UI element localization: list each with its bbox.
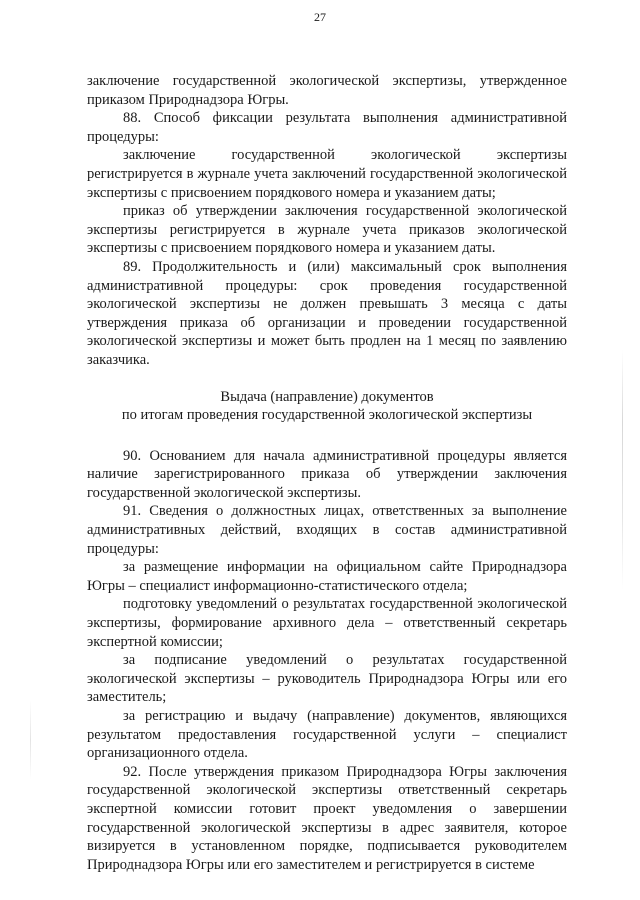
paragraph: за регистрацию и выдачу (направление) документов, являющихся результатом предоставления государственной услуги – специалист организационного отдела.	[87, 708, 567, 762]
paragraph: за подписание уведомлений о результатах государственной экологической экспертизы – руководитель Природнадзора Югры или его заместитель;	[87, 652, 567, 706]
page-number: 27	[314, 10, 326, 24]
paragraph-group-top	[87, 72, 567, 370]
section-heading-line-2: по итогам проведения государственной экологической экспертизы	[121, 407, 533, 424]
paragraph: заключение государственной экологической экспертизы регистрируется в журнале учета заключений государственной экологической экспертизы с присвоением порядкового номера и указанием даты;	[87, 147, 567, 201]
paragraph-group-bottom	[87, 447, 567, 875]
paragraph: 89. Продолжительность и (или) максимальный срок выполнения административной процедуры: срок проведения государственной экологической экспертизы не должен превышать 3 месяца с даты утверждения приказа об организации и проведении государственной экологической экспертизы и может быть продлен на 1 месяц по заявлению заказчика.	[87, 258, 567, 368]
paragraph: приказ об утверждении заключения государственной экологической экспертизы регистрируется в журнале учета приказов экологической экспертизы с присвоением порядкового номера и указанием даты.	[87, 203, 567, 257]
section-heading	[87, 388, 567, 425]
paragraph: за размещение информации на официальном сайте Природнадзора Югры – специалист информационно-статистического отдела;	[87, 559, 567, 594]
paragraph: заключение государственной экологической экспертизы, утвержденное приказом Природнадзора Югры.	[87, 73, 567, 108]
paragraph: 91. Сведения о должностных лицах, ответственных за выполнение административных действий, входящих в состав административной процедуры:	[87, 503, 567, 557]
section-heading-line-1: Выдача (направление) документов	[220, 388, 434, 405]
document-body	[87, 72, 567, 874]
paragraph: 92. После утверждения приказом Природнадзора Югры заключения государственной экологической экспертизы ответственный секретарь экспертной комиссии готовит проект уведомления о завершении государственной экологической экспертизы в адрес заявителя, которое визируется в установленном порядке, подписывается руководителем Природнадзора Югры или его заместителем и регистрируется в системе	[87, 763, 567, 873]
paragraph: 88. Способ фиксации результата выполнения административной процедуры:	[87, 110, 567, 145]
paragraph: подготовку уведомлений о результатах государственной экологической экспертизы, формирование архивного дела – ответственный секретарь экспертной комиссии;	[87, 596, 567, 650]
scan-artifact-right	[622, 350, 623, 590]
scan-artifact-left	[30, 700, 31, 780]
paragraph: 90. Основанием для начала административной процедуры является наличие зарегистрированного приказа об утверждении заключения государственной экологической экспертизы.	[87, 447, 567, 501]
